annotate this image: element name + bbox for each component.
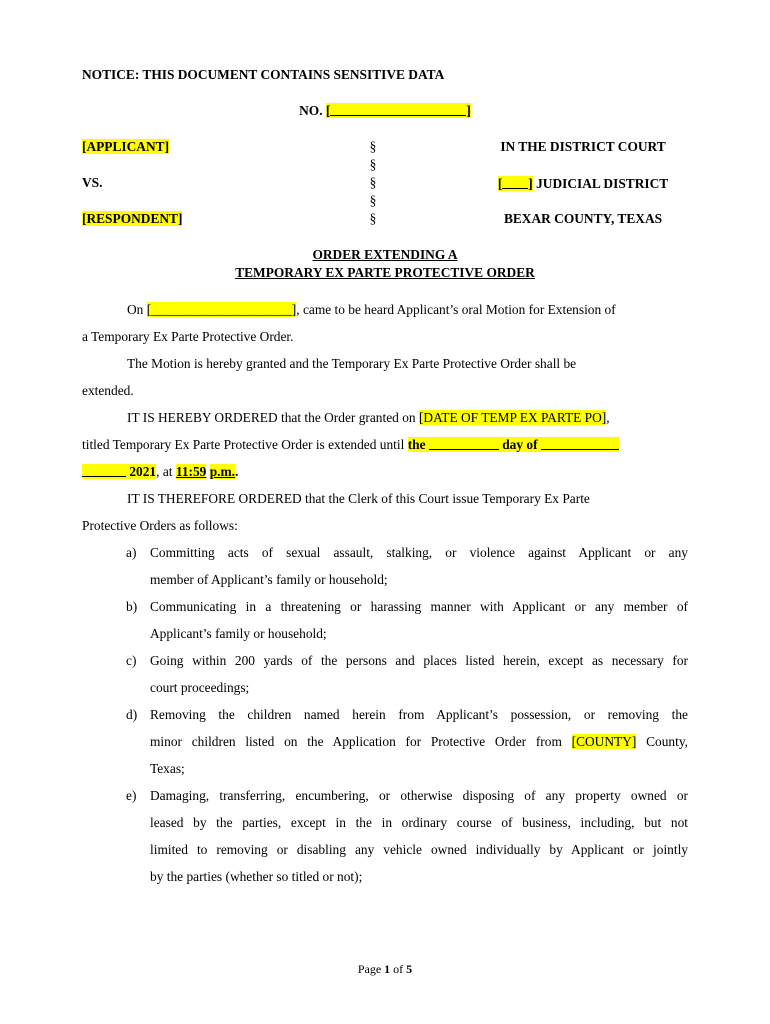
district-number-field[interactable]: [ ] (497, 176, 533, 191)
prohibited-acts-list (126, 539, 688, 890)
list-item: a) Committing acts of sexual assault, stalking, or violence against Applicant or any member of Applicant’s family or household; (126, 545, 688, 587)
list-item: d) Removing the children named herein from Applicant’s possession, or removing the minor children listed on the Application for Protective Order from [COUNTY] County, Texas; (126, 707, 688, 776)
page-footer: Page 1 of 5 (357, 962, 413, 976)
section-symbol: § (369, 139, 377, 154)
extension-time-field[interactable]: 11:59 (175, 464, 207, 479)
cause-number-label: NO. (299, 103, 326, 118)
section-symbol: § (369, 175, 377, 190)
cause-number-field[interactable]: [ ] (325, 103, 471, 118)
temp-po-date-field[interactable]: [DATE OF TEMP EX PARTE PO] (418, 410, 607, 425)
extension-year-field[interactable]: 2021 (82, 464, 156, 479)
caption-applicant[interactable]: [APPLICANT] (82, 139, 170, 154)
list-item: c) Going within 200 yards of the persons and places listed herein, except as necessary for court proceedings; (126, 653, 688, 695)
caption-district: [ ] JUDICIAL DISTRICT (497, 176, 669, 191)
sensitive-data-notice: NOTICE: THIS DOCUMENT CONTAINS SENSITIVE DATA (82, 67, 445, 82)
extension-day-field[interactable]: the day of (408, 437, 619, 452)
cause-number (0, 102, 770, 119)
order-title-line2: TEMPORARY EX PARTE PROTECTIVE ORDER (235, 265, 535, 280)
paragraph-motion-granted: The Motion is hereby granted and the Temporary Ex Parte Protective Order shall be extended. (82, 356, 577, 398)
page-total: 5 (406, 962, 413, 976)
list-item: e) Damaging, transferring, encumbering, or otherwise disposing of any property owned or leased by the parties, except in the in ordinary course of business, including, but not limited to removing or disabling any vehicle owned individually by Applicant or jointly by the parties (whether so titled or not); (126, 788, 688, 884)
paragraph-ordered-extension: IT IS HEREBY ORDERED that the Order granted on [DATE OF TEMP EX PARTE PO], titled Temporary Ex Parte Protective Order is extended until the day of 2021, at 11:59 p.m.. (82, 404, 688, 485)
paragraph-clerk-issue: IT IS THEREFORE ORDERED that the Clerk of this Court issue Temporary Ex Parte Protective Orders as follows: (82, 491, 590, 533)
caption-county: BEXAR COUNTY, TEXAS (503, 211, 663, 226)
section-symbol: § (369, 157, 377, 172)
extension-ampm-field[interactable]: p.m. (209, 464, 236, 479)
hearing-date-field[interactable]: [_____________________] (146, 302, 297, 317)
list-item: b) Communicating in a threatening or harassing manner with Applicant or any member of Applicant’s family or household; (126, 599, 688, 641)
caption-vs: VS. (82, 175, 103, 190)
order-title-line1: ORDER EXTENDING A (312, 247, 458, 262)
county-field[interactable]: [COUNTY] (571, 734, 637, 749)
paragraph-hearing: On [_____________________], came to be heard Applicant’s oral Motion for Extension of a Temporary Ex Parte Protective Order. (82, 302, 616, 344)
page-number: 1 (384, 962, 391, 976)
section-symbol: § (369, 193, 377, 208)
caption-court: IN THE DISTRICT COURT (500, 139, 666, 154)
section-symbol: § (369, 211, 377, 226)
caption-respondent[interactable]: [RESPONDENT] (82, 211, 183, 226)
